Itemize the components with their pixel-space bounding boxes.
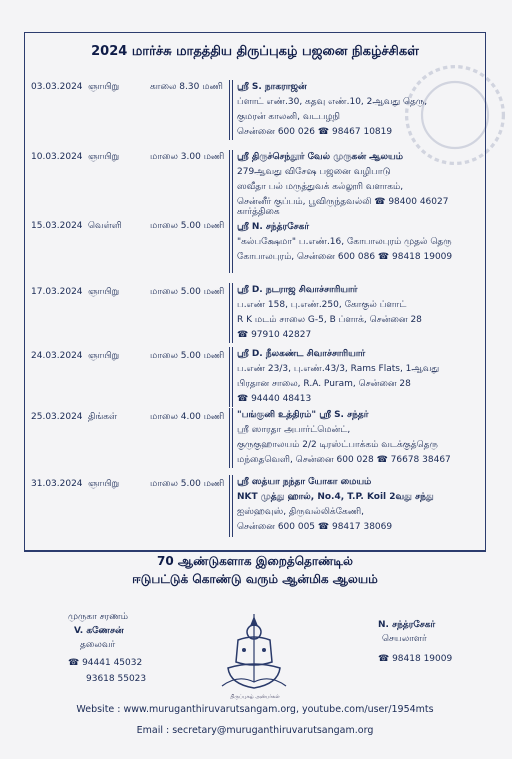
event-address-line: ஸ்ரீ ஸாரதா அபார்ட்மென்ட், (237, 425, 351, 435)
event-separator (229, 347, 233, 407)
event-host: ஸ்ரீ திருச்செந்தூர் வேல் முருகன் ஆலயம் (237, 152, 403, 162)
event-date: 25.03.2024 (31, 412, 83, 422)
event-date: 24.03.2024 (31, 351, 83, 361)
event-separator (229, 205, 233, 273)
event-address-line: மந்தைவெளி, சென்னை 600 028 ☎ 76678 38467 (237, 455, 451, 465)
event-host: ஸ்ரீ D. நீலகண்ட சிவாச்சாரியார் (237, 349, 366, 359)
event-address-line: 279ஆவது விசேஷ பஜனை வழிபாடு (237, 167, 391, 177)
event-day: திங்கள் (88, 412, 118, 422)
event-time: மாலை 5.00 மணி (150, 287, 225, 297)
event-address-line: ப.எண் 23/3, பு.எண்.43/3, Rams Flats, 1ஆவது (237, 364, 440, 374)
president-name: V. கணேசன் (74, 626, 124, 636)
event-day: வெள்ளி (88, 221, 122, 231)
event-details (237, 475, 482, 535)
event-address-line: "கல்பக்ஷேமா" ப.எண்.16, கோபாலபுரம் முதல் தெரு (237, 237, 452, 247)
event-occasion: கார்த்திகை (237, 207, 280, 217)
event-details (237, 347, 482, 407)
event-details (237, 80, 482, 140)
event-details (237, 205, 482, 265)
event-host: ஸ்ரீ N. சந்த்ரசேகர் (237, 222, 310, 232)
event-day: ஞாயிறு (88, 152, 120, 162)
event-address-line: பிரதான சாலை, R.A. Puram, சென்னை 28 (237, 379, 411, 389)
murugan-emblem-icon (208, 612, 300, 696)
secretary-role: செயலாளர் (382, 634, 427, 644)
event-separator (229, 475, 233, 537)
event-details (237, 408, 482, 468)
event-host: "பங்குனி உத்திரம்" ஸ்ரீ S. சந்தர் (237, 410, 369, 420)
president-phone-alt: 93618 55023 (86, 674, 147, 684)
event-separator (229, 408, 233, 468)
event-host: ஸ்ரீ D. நடராஜ சிவாச்சாரியார் (237, 285, 358, 295)
event-separator (229, 283, 233, 343)
section-divider (24, 550, 486, 551)
event-date: 03.03.2024 (31, 82, 83, 92)
salutation: முருகா சரணம் (68, 612, 128, 622)
event-address-line: சென்னை 600 005 ☎ 98417 38069 (237, 522, 393, 532)
event-day: ஞாயிறு (88, 287, 120, 297)
event-phone: ☎ 94440 48413 (237, 394, 312, 404)
event-details (237, 150, 482, 210)
tagline-line1: 70 ஆண்டுகளாக இறைத்தொண்டில் (157, 554, 353, 568)
event-address-line: R K மடம் சாலை G-5, B ப்ளாக், சென்னை 28 (237, 315, 422, 325)
event-address-line: கோபாலபுரம், சென்னை 600 086 ☎ 98418 19009 (237, 252, 453, 262)
event-separator (229, 80, 233, 140)
event-separator (229, 150, 233, 210)
president-phone: ☎ 94441 45032 (68, 658, 143, 668)
event-day: ஞாயிறு (88, 82, 120, 92)
event-address-line: ப.எண் 158, பு.எண்.250, கோகுல் ப்ளாட் (237, 300, 407, 310)
tagline-line2: ஈடுபட்டுக் கொண்டு வரும் ஆன்மிக ஆலயம் (132, 572, 378, 586)
event-time: மாலை 5.00 மணி (150, 221, 225, 231)
event-date: 31.03.2024 (31, 479, 83, 489)
page-title: 2024 மார்ச்சு மாதத்திய திருப்புகழ் பஜனை நிகழ்ச்சிகள் (91, 44, 419, 59)
event-time: காலை 8.30 மணி (150, 82, 223, 92)
secretary-contact (378, 618, 452, 666)
event-address-line: குமரன் காலனி, வடபழநி (237, 112, 341, 122)
event-time: மாலை 5.00 மணி (150, 479, 225, 489)
event-address-line: குருகுஹாலயம் 2/2 டிரஸ்ட்பாக்கம் வடக்குத்தெரு (237, 440, 438, 450)
event-address-line: NKT முத்து ஹால், No.4, T.P. Koil 2வது சந்து (237, 492, 434, 502)
event-time: மாலை 5.00 மணி (150, 351, 225, 361)
event-date: 15.03.2024 (31, 221, 83, 231)
email-link[interactable]: Email : secretary@muruganthiruvarutsangam.org (136, 725, 374, 736)
president-contact (68, 610, 146, 686)
event-address-line: ப்ளாட் எண்.30, கதவு எண்.10, 2ஆவது தெரு, (237, 97, 428, 107)
event-date: 10.03.2024 (31, 152, 83, 162)
event-host: ஸ்ரீ ஸத்யா நந்தா யோகா மையம் (237, 477, 372, 487)
event-address-line: சென்னை 600 026 ☎ 98467 10819 (237, 127, 393, 137)
event-address-line: ஸவீதா பல் மருத்துவக் கல்லூரி வளாகம், (237, 182, 404, 192)
event-day: ஞாயிறு (88, 351, 120, 361)
event-host: ஸ்ரீ S. நாகராஜன் (237, 82, 307, 92)
event-address-line: ஐஸ்ஹவுஸ், திருவல்லிக்கேணி, (237, 507, 365, 517)
secretary-phone: ☎ 98418 19009 (378, 654, 453, 664)
event-details (237, 283, 482, 343)
event-phone: ☎ 97910 42827 (237, 330, 312, 340)
secretary-name: N. சந்த்ரசேகர் (378, 620, 436, 630)
event-date: 17.03.2024 (31, 287, 83, 297)
website-link[interactable]: Website : www.muruganthiruvarutsangam.org, youtube.com/user/1954mts (76, 704, 434, 715)
event-time: மாலை 4.00 மணி (150, 412, 225, 422)
emblem-caption: திருப்புகழ் அன்பர்கள் (230, 694, 280, 700)
event-day: ஞாயிறு (88, 479, 120, 489)
president-role: தலைவர் (80, 640, 116, 650)
event-time: மாலை 3.00 மணி (150, 152, 225, 162)
event-address-line: சென்னீர் குப்பம், பூவிருந்தவல்லி ☎ 98400 46027 (237, 197, 449, 207)
